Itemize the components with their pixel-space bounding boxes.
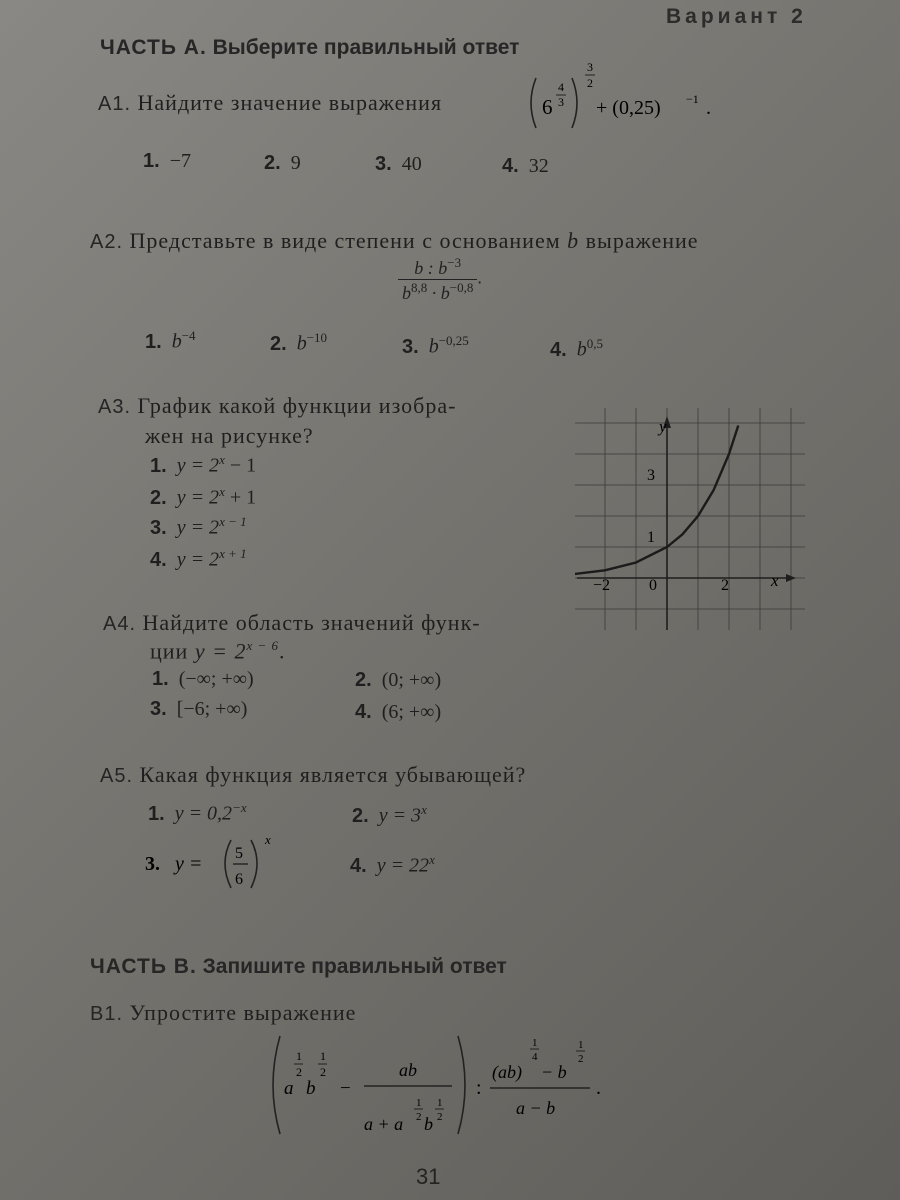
a1-option-1[interactable] bbox=[143, 150, 191, 173]
b1-den-a-exp-den: 2 bbox=[416, 1111, 422, 1123]
a1-option-2[interactable] bbox=[264, 152, 301, 175]
part-b-label: ЧАСТЬ В. bbox=[90, 955, 197, 978]
a2-var: b bbox=[567, 228, 580, 253]
a2-option-3-num: 3. bbox=[402, 335, 419, 358]
a3-option-4-exp: x + 1 bbox=[219, 546, 247, 561]
a2-option-1-exp: −4 bbox=[181, 328, 196, 343]
b1-text: Упростите выражение bbox=[129, 1000, 357, 1025]
a2-option-2-num: 2. bbox=[270, 332, 287, 355]
b1-b: b bbox=[306, 1078, 316, 1099]
part-a-label: ЧАСТЬ А. bbox=[100, 36, 207, 59]
b1-ab: ab bbox=[399, 1060, 417, 1080]
a5-option-2[interactable] bbox=[352, 802, 427, 828]
a2-option-1-num: 1. bbox=[145, 330, 162, 353]
a4-option-4[interactable] bbox=[355, 701, 441, 724]
a1-option-3[interactable] bbox=[375, 153, 422, 176]
a1-outer-num: 3 bbox=[587, 60, 593, 74]
a1-option-4[interactable] bbox=[502, 155, 549, 178]
b1-a: a bbox=[284, 1078, 294, 1099]
a3-option-1[interactable] bbox=[150, 452, 256, 478]
a1-id: А1. bbox=[98, 93, 132, 115]
a5-option-3-num: 3. bbox=[145, 853, 160, 875]
a5-option-4-lhs: y = 22 bbox=[376, 854, 430, 877]
question-a1 bbox=[98, 90, 442, 116]
a1-expression bbox=[522, 58, 732, 138]
b1-rnum-a-exp-num: 1 bbox=[532, 1037, 538, 1049]
b1-a-exp-num: 1 bbox=[296, 1049, 302, 1063]
part-b-instruction: Запишите правильный ответ bbox=[202, 955, 507, 978]
a3-option-4-lhs: y = 2 bbox=[176, 548, 220, 571]
a4-option-1-value: (−∞; +∞) bbox=[178, 668, 254, 690]
a2-den-mid: · b bbox=[427, 283, 450, 303]
b1-den-b-exp-num: 1 bbox=[437, 1097, 443, 1109]
b1-rnum-b-exp-num: 1 bbox=[578, 1039, 584, 1051]
a5-option-3-exp: x bbox=[265, 832, 271, 847]
a2-frac bbox=[398, 255, 477, 304]
graph-tick-x2: 2 bbox=[721, 577, 729, 594]
a1-text: Найдите значение выражения bbox=[137, 90, 443, 115]
a5-option-2-lhs: y = 3 bbox=[378, 804, 422, 827]
graph-grid bbox=[575, 408, 805, 630]
a2-den-b-exp: −0,8 bbox=[449, 280, 474, 295]
b1-expression bbox=[266, 1030, 616, 1140]
a1-option-3-num: 3. bbox=[375, 153, 392, 175]
a2-option-1[interactable] bbox=[145, 328, 196, 354]
a4-option-1[interactable] bbox=[152, 668, 254, 691]
a2-denominator bbox=[398, 280, 477, 304]
a3-option-1-lhs: y = 2 bbox=[176, 454, 220, 477]
a2-option-3-base: b bbox=[428, 335, 439, 358]
page-number: 31 bbox=[416, 1164, 441, 1189]
a4-line1: Найдите область значений функ- bbox=[142, 610, 481, 635]
a2-option-2-exp: −10 bbox=[306, 330, 328, 345]
a3-option-4-num: 4. bbox=[150, 548, 167, 571]
a5-option-1-exp: −x bbox=[232, 800, 247, 815]
a5-option-3-num-val: 5 bbox=[235, 845, 243, 862]
a3-line1: График какой функции изобра- bbox=[137, 393, 457, 418]
a5-text: Какая функция является убывающей? bbox=[139, 762, 527, 787]
a3-option-2-rhs: + 1 bbox=[224, 486, 257, 509]
a2-num-exp: −3 bbox=[447, 255, 462, 270]
a5-option-3-svg bbox=[145, 832, 295, 894]
a5-option-2-exp: x bbox=[421, 802, 427, 817]
b1-paren-left bbox=[273, 1036, 280, 1134]
a1-outer-den: 2 bbox=[587, 76, 593, 90]
question-a5 bbox=[100, 762, 526, 788]
b1-b-exp-num: 1 bbox=[320, 1049, 326, 1063]
a2-option-4[interactable] bbox=[550, 336, 603, 362]
graph-x-label: x bbox=[771, 571, 779, 590]
a1-paren-right bbox=[572, 78, 577, 128]
a1-option-1-num: 1. bbox=[143, 150, 160, 172]
a3-graph bbox=[575, 408, 805, 630]
graph-tick-xneg2: −2 bbox=[593, 577, 611, 594]
a3-option-3[interactable] bbox=[150, 514, 247, 540]
a1-base: 6 bbox=[542, 95, 553, 119]
a5-option-4[interactable] bbox=[350, 852, 435, 878]
b1-den-b-exp-den: 2 bbox=[437, 1111, 443, 1123]
a2-text2: выражение bbox=[585, 228, 699, 253]
a1-inner-den: 3 bbox=[558, 95, 564, 109]
a1-option-4-num: 4. bbox=[502, 155, 519, 177]
b1-b-exp-den: 2 bbox=[320, 1065, 326, 1079]
a3-option-2-lhs: y = 2 bbox=[176, 486, 220, 509]
a3-id: А3. bbox=[98, 396, 132, 418]
a2-option-4-base: b bbox=[576, 338, 587, 361]
b1-a-exp-den: 2 bbox=[296, 1065, 302, 1079]
a3-option-4[interactable] bbox=[150, 546, 247, 572]
b1-expression-svg bbox=[266, 1030, 616, 1140]
a4-line2-pre: ции bbox=[150, 638, 189, 664]
a4-option-2-num: 2. bbox=[355, 669, 372, 691]
b1-den: a + a bbox=[364, 1114, 404, 1134]
question-b1 bbox=[90, 1000, 356, 1026]
a2-fraction: $\frac{b : b^{-3}}{b^{8,8} \cdot b^{-0,8}}$ . bbox=[398, 255, 482, 304]
a2-option-3[interactable] bbox=[402, 333, 469, 359]
a3-option-3-exp: x − 1 bbox=[219, 514, 247, 529]
b1-colon: : bbox=[476, 1077, 482, 1099]
a3-option-1-exp: x bbox=[219, 452, 225, 467]
graph-curve-series bbox=[575, 426, 738, 575]
a1-option-2-value: 9 bbox=[290, 152, 301, 174]
a5-paren-left bbox=[225, 840, 231, 888]
a1-option-2-num: 2. bbox=[264, 152, 281, 174]
a5-paren-right bbox=[251, 840, 257, 888]
a3-option-1-rhs: − 1 bbox=[224, 454, 257, 477]
a3-option-2-num: 2. bbox=[150, 486, 167, 509]
a4-option-1-num: 1. bbox=[152, 668, 169, 690]
b1-den-b: b bbox=[424, 1114, 433, 1134]
b1-rnum-a: (ab) bbox=[492, 1062, 522, 1082]
part-a-instruction: Выберите правильный ответ bbox=[212, 36, 520, 59]
a5-option-3-lhs: y = bbox=[175, 853, 203, 875]
b1-minus: − bbox=[340, 1078, 351, 1099]
a2-option-3-exp: −0,25 bbox=[438, 333, 469, 348]
a1-option-3-value: 40 bbox=[401, 153, 422, 175]
a4-option-3-num: 3. bbox=[150, 698, 167, 720]
question-a2 bbox=[90, 228, 699, 254]
b1-rnum-a-exp-den: 4 bbox=[532, 1051, 538, 1063]
a1-tail: + (0,25) bbox=[596, 97, 661, 119]
a5-option-1-num: 1. bbox=[148, 802, 165, 825]
a2-option-2-base: b bbox=[296, 332, 307, 355]
graph-tick-y3: 3 bbox=[647, 467, 655, 484]
part-b-heading bbox=[90, 955, 507, 979]
a3-option-3-lhs: y = 2 bbox=[176, 516, 220, 539]
a4-option-2-value: (0; +∞) bbox=[381, 669, 442, 691]
a5-option-3-den: 6 bbox=[235, 871, 243, 888]
graph-tick-y1: 1 bbox=[647, 529, 655, 546]
a1-option-4-value: 32 bbox=[528, 155, 549, 177]
a3-option-2[interactable] bbox=[150, 484, 256, 510]
part-a-heading bbox=[100, 36, 519, 60]
b1-rnum-b-exp-den: 2 bbox=[578, 1053, 584, 1065]
a5-option-4-exp: x bbox=[429, 852, 435, 867]
a2-numerator bbox=[398, 255, 477, 280]
a2-id: А2. bbox=[90, 231, 124, 253]
a2-option-4-exp: 0,5 bbox=[586, 336, 603, 351]
b1-rden: a − b bbox=[516, 1098, 556, 1118]
b1-id: В1. bbox=[90, 1003, 124, 1025]
a4-option-3[interactable] bbox=[150, 698, 247, 721]
a1-paren-left bbox=[531, 78, 536, 128]
a4-option-2[interactable] bbox=[355, 669, 441, 692]
a3-graph-svg bbox=[575, 408, 805, 630]
a2-option-4-num: 4. bbox=[550, 338, 567, 361]
a5-option-2-num: 2. bbox=[352, 804, 369, 827]
a1-option-1-value: −7 bbox=[169, 150, 191, 172]
a4-func: y = 2 bbox=[194, 638, 247, 664]
a2-option-1-base: b bbox=[171, 330, 182, 353]
a2-den-a: b bbox=[402, 283, 411, 303]
question-a3 bbox=[98, 393, 456, 419]
a1-tail-exp: −1 bbox=[686, 92, 699, 106]
a2-den-a-exp: 8,8 bbox=[411, 280, 428, 295]
b1-den-a-exp-num: 1 bbox=[416, 1097, 422, 1109]
a3-option-3-num: 3. bbox=[150, 516, 167, 539]
a1-expression-svg bbox=[522, 58, 732, 138]
question-a4 bbox=[103, 610, 481, 636]
b1-end: . bbox=[596, 1077, 601, 1099]
a5-option-3[interactable] bbox=[145, 832, 295, 890]
a4-func-exp: x − 6 bbox=[246, 638, 279, 653]
a4-option-4-value: (6; +∞) bbox=[381, 701, 442, 723]
a1-inner-num: 4 bbox=[558, 80, 564, 94]
graph-origin: 0 bbox=[649, 577, 657, 594]
a3-line2: жен на рисунке? bbox=[145, 423, 314, 448]
a4-option-3-value: [−6; +∞) bbox=[176, 698, 248, 720]
a2-option-2[interactable] bbox=[270, 330, 327, 356]
a5-option-1-lhs: y = 0,2 bbox=[174, 802, 233, 825]
a3-option-1-num: 1. bbox=[150, 454, 167, 477]
a1-end: . bbox=[706, 97, 711, 119]
a2-num-text: b : b bbox=[414, 258, 448, 278]
a4-id: А4. bbox=[103, 613, 137, 635]
b1-paren-right bbox=[458, 1036, 465, 1134]
graph-y-label: y bbox=[659, 417, 667, 436]
variant-header: Вариант 2 bbox=[666, 5, 807, 28]
a4-line2 bbox=[150, 638, 286, 664]
a5-option-4-num: 4. bbox=[350, 854, 367, 877]
a3-option-2-exp: x bbox=[219, 484, 225, 499]
a4-end: . bbox=[279, 638, 286, 664]
a5-id: А5. bbox=[100, 765, 134, 787]
a4-option-4-num: 4. bbox=[355, 701, 372, 723]
b1-rnum-mid: − b bbox=[541, 1062, 567, 1082]
a2-text: Представьте в виде степени с основанием bbox=[129, 228, 561, 253]
a5-option-1[interactable] bbox=[148, 800, 247, 826]
